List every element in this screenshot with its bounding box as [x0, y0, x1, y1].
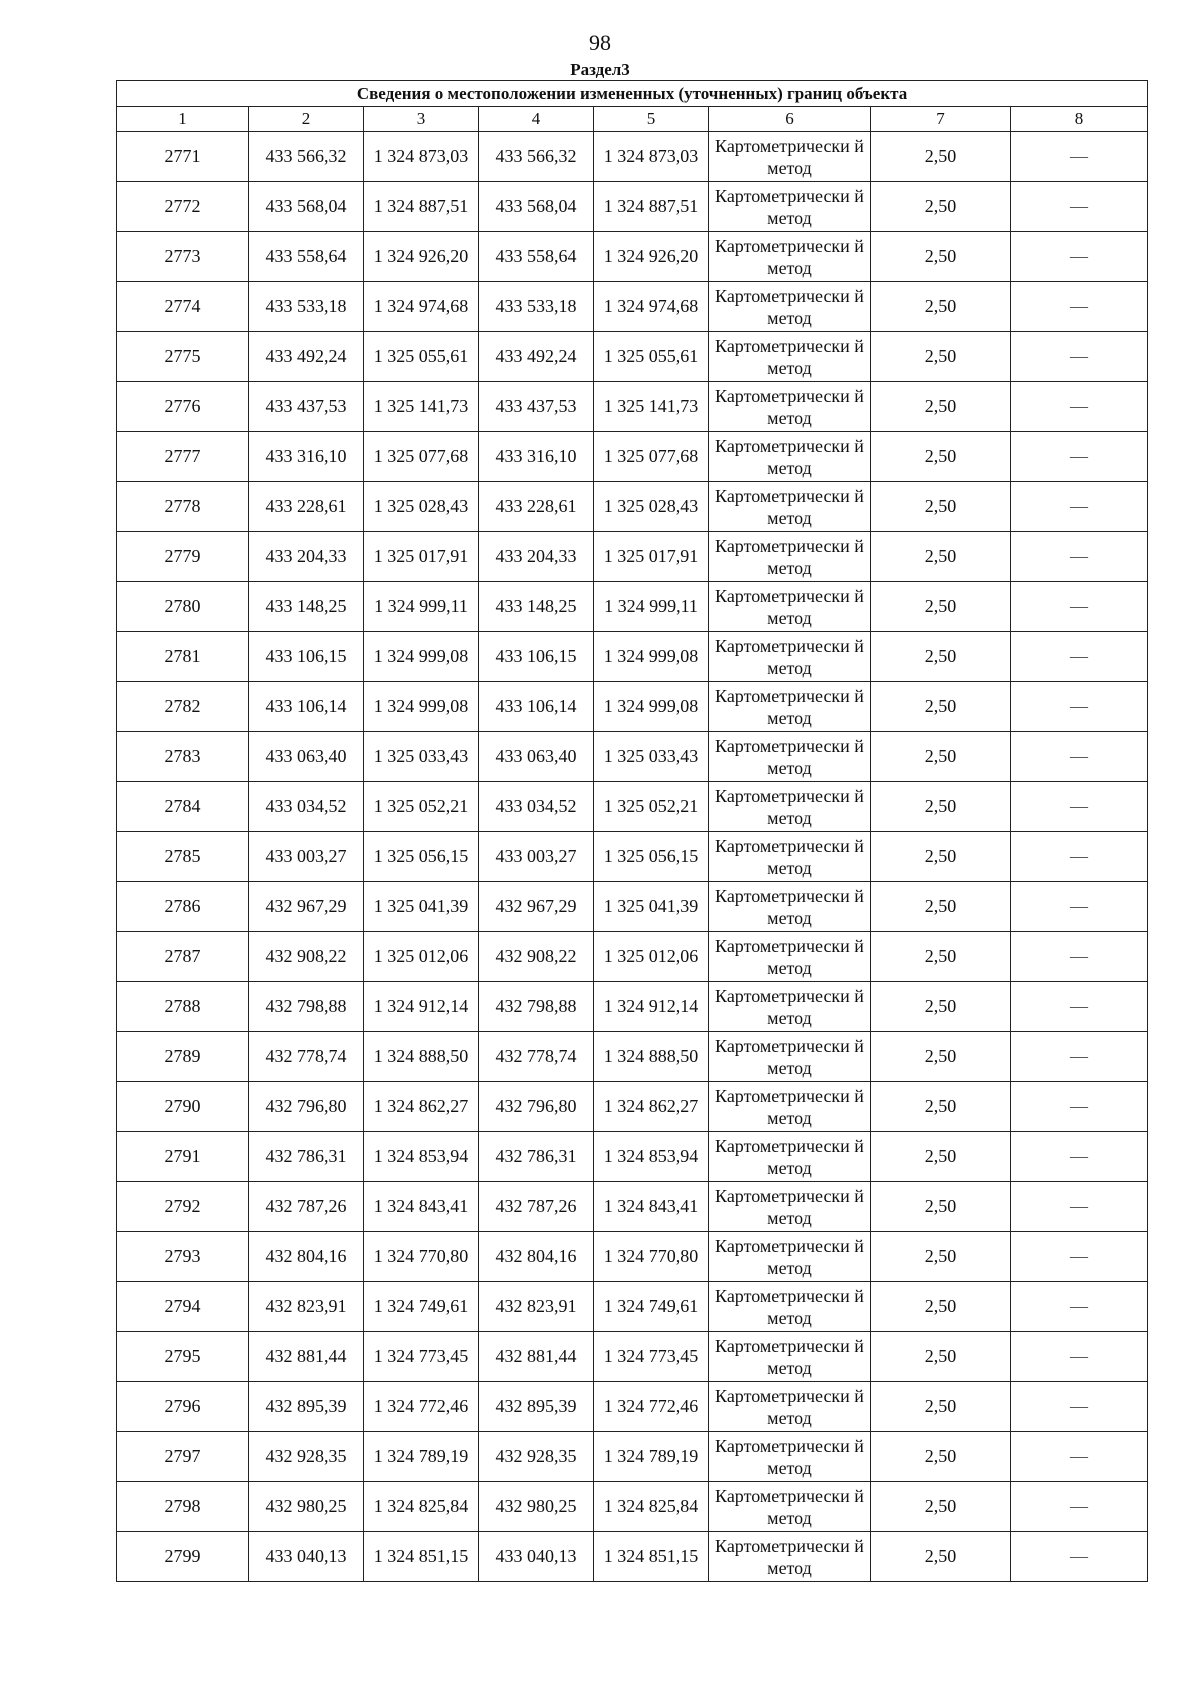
cell-method: Картометрически й метод	[709, 432, 871, 482]
cell-x-old: 432 796,80	[249, 1082, 364, 1132]
cell-y-old: 1 324 853,94	[364, 1132, 479, 1182]
cell-accuracy: 2,50	[871, 832, 1011, 882]
cell-accuracy: 2,50	[871, 1032, 1011, 1082]
cell-description: —	[1011, 1232, 1148, 1282]
cell-x-new: 433 558,64	[479, 232, 594, 282]
table-row	[117, 1332, 1148, 1382]
table-row	[117, 932, 1148, 982]
table-row	[117, 532, 1148, 582]
cell-method: Картометрически й метод	[709, 682, 871, 732]
cell-x-new: 432 823,91	[479, 1282, 594, 1332]
cell-y-old: 1 324 999,08	[364, 682, 479, 732]
table-row	[117, 332, 1148, 382]
cell-method: Картометрически й метод	[709, 732, 871, 782]
cell-x-old: 432 928,35	[249, 1432, 364, 1482]
cell-x-new: 432 980,25	[479, 1482, 594, 1532]
cell-y-old: 1 325 055,61	[364, 332, 479, 382]
cell-y-old: 1 324 789,19	[364, 1432, 479, 1482]
cell-method: Картометрически й метод	[709, 1382, 871, 1432]
cell-x-old: 433 228,61	[249, 482, 364, 532]
cell-y-new: 1 324 851,15	[594, 1532, 709, 1582]
cell-y-new: 1 324 749,61	[594, 1282, 709, 1332]
cell-accuracy: 2,50	[871, 532, 1011, 582]
cell-description: —	[1011, 932, 1148, 982]
cell-point-number: 2793	[117, 1232, 249, 1282]
cell-description: —	[1011, 432, 1148, 482]
table-row	[117, 1532, 1148, 1582]
cell-description: —	[1011, 182, 1148, 232]
cell-point-number: 2796	[117, 1382, 249, 1432]
cell-accuracy: 2,50	[871, 132, 1011, 182]
table-row	[117, 782, 1148, 832]
cell-x-new: 433 204,33	[479, 532, 594, 582]
table-row	[117, 282, 1148, 332]
cell-x-old: 432 980,25	[249, 1482, 364, 1532]
cell-y-old: 1 324 825,84	[364, 1482, 479, 1532]
cell-y-new: 1 324 974,68	[594, 282, 709, 332]
cell-point-number: 2772	[117, 182, 249, 232]
cell-accuracy: 2,50	[871, 182, 1011, 232]
table-row	[117, 682, 1148, 732]
cell-point-number: 2786	[117, 882, 249, 932]
cell-point-number: 2775	[117, 332, 249, 382]
table-body	[117, 132, 1148, 1582]
cell-method: Картометрически й метод	[709, 382, 871, 432]
cell-x-new: 432 881,44	[479, 1332, 594, 1382]
cell-point-number: 2774	[117, 282, 249, 332]
cell-description: —	[1011, 882, 1148, 932]
cell-point-number: 2791	[117, 1132, 249, 1182]
cell-accuracy: 2,50	[871, 482, 1011, 532]
cell-method: Картометрически й метод	[709, 832, 871, 882]
cell-x-old: 432 895,39	[249, 1382, 364, 1432]
section-title: Раздел3	[570, 60, 630, 79]
cell-point-number: 2776	[117, 382, 249, 432]
cell-y-new: 1 325 017,91	[594, 532, 709, 582]
cell-y-old: 1 325 077,68	[364, 432, 479, 482]
cell-x-new: 432 967,29	[479, 882, 594, 932]
cell-description: —	[1011, 632, 1148, 682]
cell-accuracy: 2,50	[871, 1282, 1011, 1332]
cell-y-old: 1 325 056,15	[364, 832, 479, 882]
cell-method: Картометрически й метод	[709, 1082, 871, 1132]
cell-x-old: 433 204,33	[249, 532, 364, 582]
cell-y-new: 1 324 873,03	[594, 132, 709, 182]
cell-y-old: 1 324 843,41	[364, 1182, 479, 1232]
cell-accuracy: 2,50	[871, 232, 1011, 282]
cell-x-old: 433 316,10	[249, 432, 364, 482]
cell-accuracy: 2,50	[871, 1432, 1011, 1482]
cell-point-number: 2787	[117, 932, 249, 982]
table-row	[117, 432, 1148, 482]
table-row	[117, 982, 1148, 1032]
cell-accuracy: 2,50	[871, 382, 1011, 432]
cell-y-new: 1 325 012,06	[594, 932, 709, 982]
cell-accuracy: 2,50	[871, 932, 1011, 982]
cell-x-new: 433 148,25	[479, 582, 594, 632]
cell-point-number: 2790	[117, 1082, 249, 1132]
cell-x-old: 432 881,44	[249, 1332, 364, 1382]
cell-x-old: 433 492,24	[249, 332, 364, 382]
cell-y-old: 1 325 028,43	[364, 482, 479, 532]
cell-x-old: 432 823,91	[249, 1282, 364, 1332]
cell-x-old: 433 034,52	[249, 782, 364, 832]
table-row	[117, 1232, 1148, 1282]
table-row	[117, 232, 1148, 282]
cell-method: Картометрически й метод	[709, 1482, 871, 1532]
cell-point-number: 2780	[117, 582, 249, 632]
cell-y-new: 1 325 052,21	[594, 782, 709, 832]
table-row	[117, 1182, 1148, 1232]
cell-y-new: 1 324 999,11	[594, 582, 709, 632]
cell-point-number: 2771	[117, 132, 249, 182]
cell-x-old: 432 804,16	[249, 1232, 364, 1282]
cell-y-new: 1 324 888,50	[594, 1032, 709, 1082]
column-header: 6	[709, 107, 871, 132]
cell-x-old: 433 003,27	[249, 832, 364, 882]
cell-y-new: 1 325 028,43	[594, 482, 709, 532]
cell-accuracy: 2,50	[871, 1382, 1011, 1432]
cell-y-old: 1 324 974,68	[364, 282, 479, 332]
cell-method: Картометрически й метод	[709, 1232, 871, 1282]
cell-x-new: 433 063,40	[479, 732, 594, 782]
cell-x-new: 433 492,24	[479, 332, 594, 382]
cell-method: Картометрически й метод	[709, 1132, 871, 1182]
cell-y-old: 1 325 017,91	[364, 532, 479, 582]
cell-point-number: 2785	[117, 832, 249, 882]
cell-accuracy: 2,50	[871, 1132, 1011, 1182]
cell-method: Картометрически й метод	[709, 482, 871, 532]
cell-accuracy: 2,50	[871, 682, 1011, 732]
cell-y-new: 1 324 825,84	[594, 1482, 709, 1532]
table-row	[117, 182, 1148, 232]
cell-point-number: 2777	[117, 432, 249, 482]
cell-y-old: 1 324 999,08	[364, 632, 479, 682]
cell-x-old: 433 533,18	[249, 282, 364, 332]
cell-x-new: 432 928,35	[479, 1432, 594, 1482]
cell-accuracy: 2,50	[871, 1332, 1011, 1382]
cell-x-new: 433 316,10	[479, 432, 594, 482]
cell-x-new: 433 034,52	[479, 782, 594, 832]
cell-point-number: 2784	[117, 782, 249, 832]
column-header: 1	[117, 107, 249, 132]
cell-y-new: 1 325 077,68	[594, 432, 709, 482]
cell-method: Картометрически й метод	[709, 232, 871, 282]
cell-description: —	[1011, 732, 1148, 782]
cell-method: Картометрически й метод	[709, 182, 871, 232]
cell-point-number: 2789	[117, 1032, 249, 1082]
cell-description: —	[1011, 782, 1148, 832]
cell-y-old: 1 324 770,80	[364, 1232, 479, 1282]
cell-y-new: 1 325 056,15	[594, 832, 709, 882]
cell-x-old: 433 106,15	[249, 632, 364, 682]
cell-x-old: 433 566,32	[249, 132, 364, 182]
cell-accuracy: 2,50	[871, 332, 1011, 382]
page-number: 98	[589, 30, 611, 55]
cell-method: Картометрически й метод	[709, 932, 871, 982]
cell-method: Картометрически й метод	[709, 982, 871, 1032]
column-header: 3	[364, 107, 479, 132]
table-row	[117, 132, 1148, 182]
cell-accuracy: 2,50	[871, 282, 1011, 332]
column-header-row	[117, 107, 1148, 132]
cell-point-number: 2783	[117, 732, 249, 782]
table-caption: Сведения о местоположении измененных (уточненных) границ объекта	[117, 81, 1148, 107]
cell-accuracy: 2,50	[871, 1082, 1011, 1132]
cell-y-old: 1 324 999,11	[364, 582, 479, 632]
cell-point-number: 2788	[117, 982, 249, 1032]
cell-y-new: 1 324 789,19	[594, 1432, 709, 1482]
cell-description: —	[1011, 382, 1148, 432]
cell-x-old: 433 106,14	[249, 682, 364, 732]
boundary-table	[116, 80, 1148, 1582]
column-header: 7	[871, 107, 1011, 132]
cell-description: —	[1011, 1482, 1148, 1532]
cell-y-new: 1 324 999,08	[594, 682, 709, 732]
cell-description: —	[1011, 1382, 1148, 1432]
table-row	[117, 832, 1148, 882]
cell-y-old: 1 324 926,20	[364, 232, 479, 282]
column-header: 8	[1011, 107, 1148, 132]
cell-y-new: 1 324 853,94	[594, 1132, 709, 1182]
cell-x-new: 433 228,61	[479, 482, 594, 532]
cell-x-new: 432 787,26	[479, 1182, 594, 1232]
cell-description: —	[1011, 332, 1148, 382]
cell-accuracy: 2,50	[871, 582, 1011, 632]
cell-description: —	[1011, 532, 1148, 582]
cell-accuracy: 2,50	[871, 1232, 1011, 1282]
cell-point-number: 2799	[117, 1532, 249, 1582]
table-row	[117, 732, 1148, 782]
cell-y-old: 1 324 912,14	[364, 982, 479, 1032]
cell-x-new: 432 786,31	[479, 1132, 594, 1182]
cell-point-number: 2795	[117, 1332, 249, 1382]
cell-method: Картометрически й метод	[709, 532, 871, 582]
table-row	[117, 1432, 1148, 1482]
cell-x-new: 432 796,80	[479, 1082, 594, 1132]
cell-y-old: 1 324 887,51	[364, 182, 479, 232]
cell-x-old: 433 148,25	[249, 582, 364, 632]
cell-y-old: 1 325 041,39	[364, 882, 479, 932]
cell-method: Картометрически й метод	[709, 782, 871, 832]
cell-y-new: 1 324 887,51	[594, 182, 709, 232]
cell-y-new: 1 324 773,45	[594, 1332, 709, 1382]
cell-point-number: 2781	[117, 632, 249, 682]
table-row	[117, 582, 1148, 632]
cell-description: —	[1011, 832, 1148, 882]
cell-point-number: 2778	[117, 482, 249, 532]
cell-method: Картометрически й метод	[709, 582, 871, 632]
cell-x-new: 432 778,74	[479, 1032, 594, 1082]
cell-method: Картометрически й метод	[709, 882, 871, 932]
cell-y-old: 1 324 888,50	[364, 1032, 479, 1082]
cell-y-old: 1 324 773,45	[364, 1332, 479, 1382]
cell-y-new: 1 324 843,41	[594, 1182, 709, 1232]
cell-y-new: 1 324 912,14	[594, 982, 709, 1032]
cell-method: Картометрически й метод	[709, 282, 871, 332]
cell-y-old: 1 325 012,06	[364, 932, 479, 982]
cell-point-number: 2794	[117, 1282, 249, 1332]
cell-description: —	[1011, 482, 1148, 532]
cell-x-new: 432 908,22	[479, 932, 594, 982]
cell-y-old: 1 325 052,21	[364, 782, 479, 832]
cell-x-old: 433 437,53	[249, 382, 364, 432]
table-row	[117, 1082, 1148, 1132]
cell-method: Картометрически й метод	[709, 332, 871, 382]
cell-x-new: 433 106,15	[479, 632, 594, 682]
table-row	[117, 882, 1148, 932]
cell-description: —	[1011, 682, 1148, 732]
cell-x-old: 433 063,40	[249, 732, 364, 782]
cell-accuracy: 2,50	[871, 1182, 1011, 1232]
cell-x-old: 432 786,31	[249, 1132, 364, 1182]
cell-method: Картометрически й метод	[709, 132, 871, 182]
cell-x-old: 433 040,13	[249, 1532, 364, 1582]
cell-x-new: 432 895,39	[479, 1382, 594, 1432]
cell-y-old: 1 324 772,46	[364, 1382, 479, 1432]
cell-accuracy: 2,50	[871, 732, 1011, 782]
cell-y-new: 1 325 141,73	[594, 382, 709, 432]
cell-description: —	[1011, 1132, 1148, 1182]
cell-description: —	[1011, 1032, 1148, 1082]
cell-description: —	[1011, 1282, 1148, 1332]
cell-x-old: 433 558,64	[249, 232, 364, 282]
cell-description: —	[1011, 1332, 1148, 1382]
table-row	[117, 1482, 1148, 1532]
cell-y-old: 1 324 862,27	[364, 1082, 479, 1132]
cell-accuracy: 2,50	[871, 782, 1011, 832]
table-row	[117, 1132, 1148, 1182]
cell-x-old: 432 967,29	[249, 882, 364, 932]
cell-x-new: 433 106,14	[479, 682, 594, 732]
cell-accuracy: 2,50	[871, 1482, 1011, 1532]
table-row	[117, 382, 1148, 432]
cell-accuracy: 2,50	[871, 632, 1011, 682]
cell-description: —	[1011, 1082, 1148, 1132]
cell-method: Картометрически й метод	[709, 1432, 871, 1482]
cell-point-number: 2798	[117, 1482, 249, 1532]
cell-x-old: 433 568,04	[249, 182, 364, 232]
cell-y-old: 1 324 749,61	[364, 1282, 479, 1332]
cell-description: —	[1011, 982, 1148, 1032]
column-header: 4	[479, 107, 594, 132]
cell-y-old: 1 325 033,43	[364, 732, 479, 782]
cell-point-number: 2797	[117, 1432, 249, 1482]
column-header: 2	[249, 107, 364, 132]
cell-y-new: 1 324 772,46	[594, 1382, 709, 1432]
cell-description: —	[1011, 1532, 1148, 1582]
cell-x-new: 433 566,32	[479, 132, 594, 182]
cell-y-new: 1 324 999,08	[594, 632, 709, 682]
cell-x-new: 433 437,53	[479, 382, 594, 432]
cell-y-old: 1 324 851,15	[364, 1532, 479, 1582]
cell-x-new: 432 804,16	[479, 1232, 594, 1282]
table-row	[117, 482, 1148, 532]
cell-x-new: 433 533,18	[479, 282, 594, 332]
cell-y-new: 1 324 862,27	[594, 1082, 709, 1132]
cell-accuracy: 2,50	[871, 982, 1011, 1032]
column-header: 5	[594, 107, 709, 132]
cell-method: Картометрически й метод	[709, 1532, 871, 1582]
cell-y-new: 1 324 926,20	[594, 232, 709, 282]
cell-description: —	[1011, 1432, 1148, 1482]
cell-description: —	[1011, 1182, 1148, 1232]
cell-y-new: 1 325 033,43	[594, 732, 709, 782]
cell-method: Картометрически й метод	[709, 632, 871, 682]
cell-x-new: 433 003,27	[479, 832, 594, 882]
cell-x-new: 433 040,13	[479, 1532, 594, 1582]
cell-y-new: 1 325 041,39	[594, 882, 709, 932]
cell-y-new: 1 325 055,61	[594, 332, 709, 382]
cell-accuracy: 2,50	[871, 882, 1011, 932]
cell-x-old: 432 787,26	[249, 1182, 364, 1232]
cell-x-old: 432 798,88	[249, 982, 364, 1032]
cell-x-old: 432 778,74	[249, 1032, 364, 1082]
cell-x-old: 432 908,22	[249, 932, 364, 982]
cell-x-new: 433 568,04	[479, 182, 594, 232]
cell-method: Картометрически й метод	[709, 1182, 871, 1232]
cell-point-number: 2792	[117, 1182, 249, 1232]
cell-point-number: 2779	[117, 532, 249, 582]
cell-description: —	[1011, 232, 1148, 282]
cell-y-new: 1 324 770,80	[594, 1232, 709, 1282]
table-row	[117, 1282, 1148, 1332]
cell-description: —	[1011, 282, 1148, 332]
cell-method: Картометрически й метод	[709, 1332, 871, 1382]
cell-method: Картометрически й метод	[709, 1032, 871, 1082]
cell-description: —	[1011, 582, 1148, 632]
cell-x-new: 432 798,88	[479, 982, 594, 1032]
table-row	[117, 632, 1148, 682]
cell-method: Картометрически й метод	[709, 1282, 871, 1332]
cell-point-number: 2782	[117, 682, 249, 732]
cell-y-old: 1 324 873,03	[364, 132, 479, 182]
table-row	[117, 1382, 1148, 1432]
cell-accuracy: 2,50	[871, 432, 1011, 482]
cell-accuracy: 2,50	[871, 1532, 1011, 1582]
cell-y-old: 1 325 141,73	[364, 382, 479, 432]
table-row	[117, 1032, 1148, 1082]
cell-point-number: 2773	[117, 232, 249, 282]
cell-description: —	[1011, 132, 1148, 182]
